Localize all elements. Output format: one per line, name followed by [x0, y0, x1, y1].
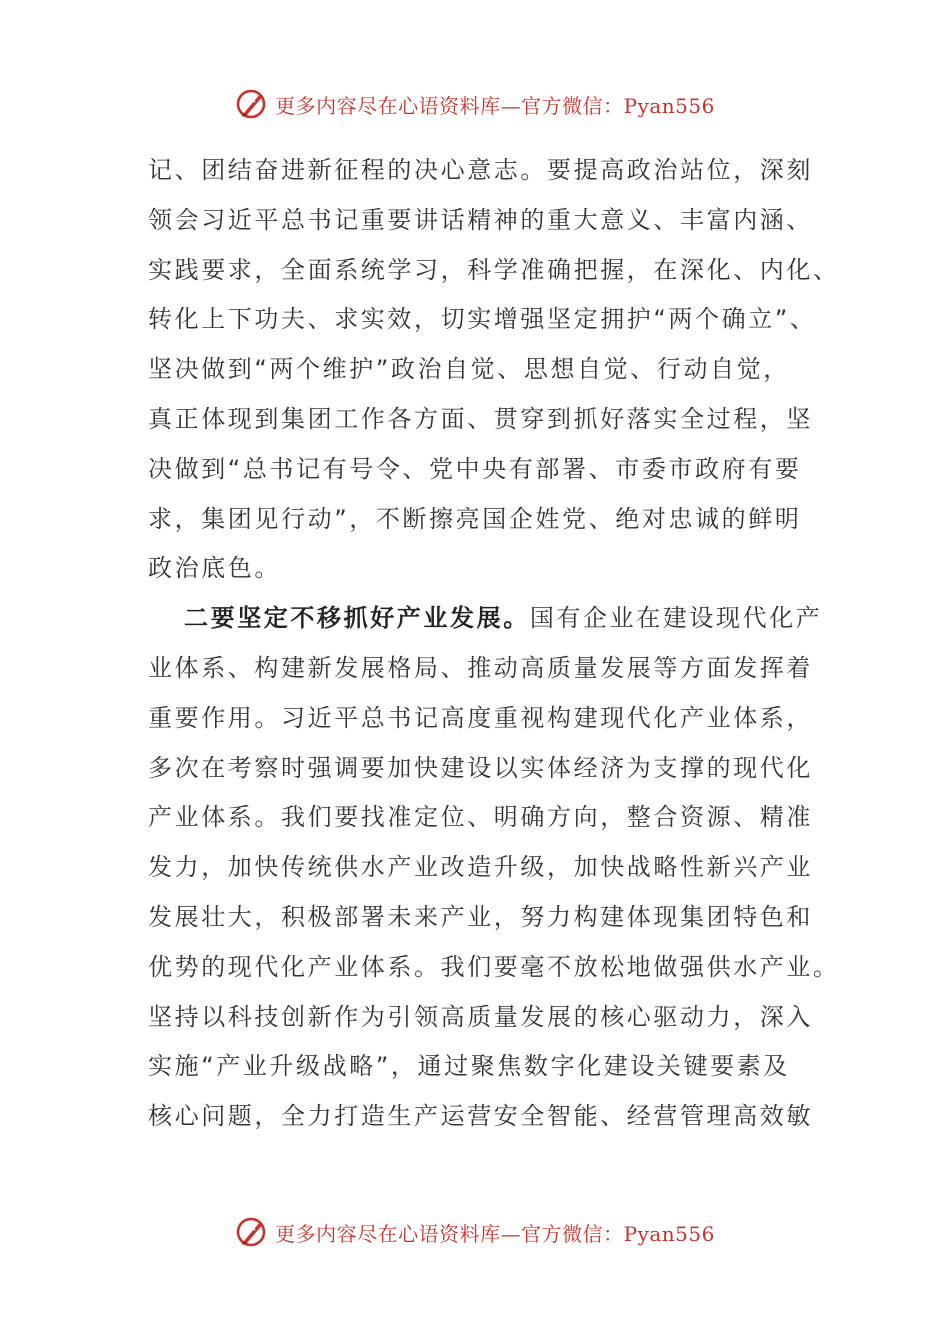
paragraph-heading: 二要坚定不移抓好产业发展。 [184, 604, 530, 633]
header-banner-text: 更多内容尽在心语资料库—官方微信：Pyan556 [275, 93, 715, 118]
footer-banner-text: 更多内容尽在心语资料库—官方微信：Pyan556 [275, 1221, 715, 1246]
text-line: 多次在考察时强调要加快建设以实体经济为支撑的现代化 [148, 753, 813, 782]
header-banner [0, 84, 950, 124]
text-line: 坚决做到“两个维护”政治自觉、思想自觉、行动自觉， [148, 355, 790, 384]
document-body [148, 146, 840, 1142]
footer-banner [0, 1212, 950, 1252]
paragraph-2 [148, 594, 840, 1142]
text-line: 领会习近平总书记重要讲话精神的重大意义、丰富内涵、 [148, 205, 813, 234]
text-line: 发展壮大，积极部署未来产业，努力构建体现集团特色和 [148, 902, 813, 931]
text-line: 决做到“总书记有号令、党中央有部署、市委市政府有要 [148, 454, 802, 483]
text-line: 真正体现到集团工作各方面、贯穿到抓好落实全过程，坚 [148, 404, 813, 433]
text-line: 实施“产业升级战略”，通过聚焦数字化建设关键要素及 [148, 1052, 790, 1081]
pen-circle-logo-icon [235, 1215, 269, 1249]
text-line: 求，集团见行动”，不断擦亮国企姓党、绝对忠诚的鲜明 [148, 504, 802, 533]
text-line: 产业体系。我们要找准定位、明确方向，整合资源、精准 [148, 803, 813, 832]
paragraph-1 [148, 146, 840, 594]
text-line: 核心问题，全力打造生产运营安全智能、经营管理高效敏 [148, 1102, 813, 1131]
text-line: 坚持以科技创新作为引领高质量发展的核心驱动力，深入 [148, 1002, 813, 1031]
text-line: 优势的现代化产业体系。我们要毫不放松地做强供水产业。 [148, 952, 840, 981]
text-line: 转化上下功夫、求实效，切实增强坚定拥护“两个确立”、 [148, 305, 817, 334]
text-line: 记、团结奋进新征程的决心意志。要提高政治站位，深刻 [148, 156, 813, 184]
text-line: 政治底色。 [148, 554, 281, 583]
pen-circle-logo-icon [235, 87, 269, 121]
text-line: 发力，加快传统供水产业改造升级，加快战略性新兴产业 [148, 853, 813, 882]
text-line: 实践要求，全面系统学习，科学准确把握，在深化、内化、 [148, 255, 840, 284]
text-run: 国有企业在建设现代化产 [529, 604, 823, 633]
text-line [148, 594, 823, 644]
text-line: 重要作用。习近平总书记高度重视构建现代化产业体系， [148, 703, 813, 732]
text-line: 业体系、构建新发展格局、推动高质量发展等方面发挥着 [148, 653, 813, 682]
